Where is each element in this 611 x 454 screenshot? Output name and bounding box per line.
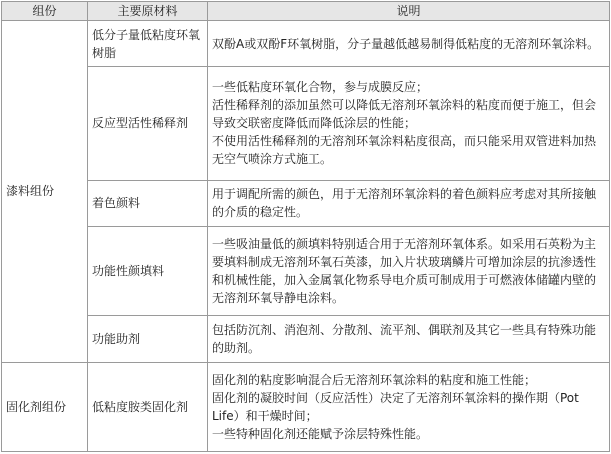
description-cell xyxy=(208,362,610,451)
table-row xyxy=(2,180,610,226)
header-description: 说明 xyxy=(208,2,610,21)
description-cell xyxy=(208,180,610,226)
description-line: 一些吸油量低的颜填料特别适合用于无溶剂环氧体系。如采用石英粉为主要填料制成无溶剂环氧石英漆，加入片状玻璃鳞片可增加涂层的抗渗透性和机械性能，加入金属氧化物系导电介质可制成用于可燃液体储罐内壁的无溶剂环氧导静电涂料。 xyxy=(212,237,597,306)
table-row xyxy=(2,316,610,362)
description-line: 固化剂的粘度影响混合后无溶剂环氧涂料的粘度和施工性能； xyxy=(212,372,537,387)
table-row xyxy=(2,226,610,315)
description-line: 不使用活性稀释剂的无溶剂环氧涂料粘度很高，而只能采用双管进料加热无空气喷涂方式施工。 xyxy=(212,134,597,167)
header-row xyxy=(2,2,610,21)
group-cell-hardener: 固化剂组份 xyxy=(2,362,88,451)
materials-table xyxy=(1,1,610,452)
table-row xyxy=(2,362,610,451)
description-line: 一些低粘度环氧化合物，参与成膜反应； xyxy=(212,80,429,95)
header-material: 主要原材料 xyxy=(88,2,208,21)
description-cell xyxy=(208,67,610,181)
group-cell-paint: 漆料组份 xyxy=(2,21,88,363)
material-cell: 低粘度胺类固化剂 xyxy=(88,362,208,451)
table-row xyxy=(2,21,610,67)
material-cell: 着色颜料 xyxy=(88,180,208,226)
material-cell: 反应型活性稀释剂 xyxy=(88,67,208,181)
material-cell: 低分子量低粘度环氧树脂 xyxy=(88,21,208,67)
header-group: 组份 xyxy=(2,2,88,21)
description-cell xyxy=(208,226,610,315)
description-line: 活性稀释剂的添加虽然可以降低无溶剂环氧涂料的粘度而便于施工，但会导致交联密度降低而降低涂层的性能； xyxy=(212,98,597,131)
table-row xyxy=(2,67,610,181)
description-cell xyxy=(208,316,610,362)
description-line: 一些特种固化剂还能赋予涂层特殊性能。 xyxy=(212,426,429,441)
description-cell xyxy=(208,21,610,67)
material-cell: 功能助剂 xyxy=(88,316,208,362)
description-line: 双酚A或双酚F环氧树脂，分子量越低越易制得低粘度的无溶剂环氧涂料。 xyxy=(212,36,600,51)
description-line: 包括防沉剂、消泡剂、分散剂、流平剂、偶联剂及其它一些具有特殊功能的助剂。 xyxy=(212,322,597,355)
material-cell: 功能性颜填料 xyxy=(88,226,208,315)
description-line: 固化剂的凝胶时间（反应活性）决定了无溶剂环氧涂料的操作期（Pot Life）和干燥时间； xyxy=(212,390,579,423)
description-line: 用于调配所需的颜色，用于无溶剂环氧涂料的着色颜料应考虑对其所接触的介质的稳定性。 xyxy=(212,187,597,220)
